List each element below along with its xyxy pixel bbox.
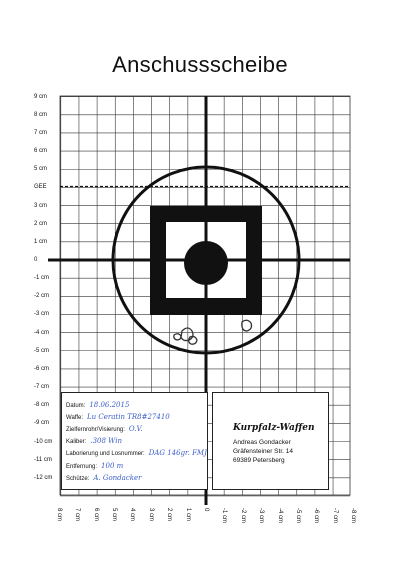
x-axis-label: 8 cm	[55, 508, 62, 522]
y-axis-label: 3 cm	[34, 202, 48, 209]
y-axis-label: -9 cm	[34, 420, 49, 427]
x-axis-label: 2 cm	[166, 508, 173, 522]
x-axis-label: -2 cm	[239, 508, 246, 523]
schuetze-label: Schütze:	[66, 476, 90, 482]
entfernung-label: Entfernung:	[66, 464, 98, 470]
y-axis-label: -12 cm	[34, 474, 53, 481]
x-axis-label: -1 cm	[221, 508, 228, 523]
y-axis-label: 2 cm	[34, 220, 48, 227]
y-axis-label: 5 cm	[34, 166, 48, 173]
info-row-labor	[66, 449, 207, 457]
kaliber-value: .308 Win	[90, 437, 122, 445]
info-row-datum	[66, 401, 129, 409]
shot-hole-1	[181, 328, 193, 341]
x-axis-label: 6 cm	[92, 508, 99, 522]
x-axis-label: 1 cm	[184, 508, 191, 522]
y-axis-label: -5 cm	[34, 347, 49, 354]
x-axis-label: -6 cm	[313, 508, 320, 523]
ziel-label: Zielfernrohr/Visierung:	[66, 427, 125, 433]
x-axis-label: -3 cm	[258, 508, 265, 523]
info-row-schuetze	[66, 474, 141, 482]
x-axis-label: -5 cm	[295, 508, 301, 523]
ziel-value: O.V.	[128, 425, 143, 433]
shot-hole-4	[242, 320, 252, 331]
y-axis-label: -1 cm	[34, 275, 49, 282]
shot-hole-3	[174, 334, 181, 340]
y-axis-label: 9 cm	[34, 93, 48, 100]
page-title: Anschussscheibe	[112, 52, 288, 77]
schuetze-value: A. Gondacker	[93, 474, 142, 482]
x-axis-label: 3 cm	[147, 508, 154, 522]
labor-value: DAG 146gr. FMJ	[148, 449, 207, 457]
stamp-box	[212, 392, 329, 490]
waffe-value: Lu Ceratin TR8#27410	[87, 413, 170, 421]
stamp-line-1: Andreas Gondacker	[233, 439, 291, 446]
x-axis-label: 0	[203, 508, 209, 512]
x-axis-label: -8 cm	[350, 508, 357, 523]
info-row-kaliber	[66, 437, 122, 445]
info-row-waffe	[66, 413, 170, 421]
y-axis-label: -6 cm	[34, 365, 49, 372]
datum-label: Datum:	[66, 403, 86, 409]
y-axis-label: -7 cm	[34, 384, 49, 391]
y-axis-label: 6 cm	[34, 148, 48, 155]
x-axis-label: -7 cm	[331, 508, 338, 523]
y-axis-label: GEE	[34, 184, 47, 191]
x-axis-label: 5 cm	[111, 508, 117, 522]
info-box	[61, 392, 208, 490]
entfernung-value: 100 m	[101, 462, 124, 470]
shot-hole-2	[189, 336, 197, 344]
y-axis-label: -3 cm	[34, 311, 49, 318]
y-axis-label: -4 cm	[34, 329, 49, 336]
info-row-entfernung	[66, 462, 123, 470]
stamp-line-2: Gräfensteiner Str. 14	[233, 448, 293, 455]
stamp-line-3: 69389 Petersberg	[233, 457, 285, 464]
y-axis-label: 0	[34, 257, 38, 263]
x-axis-label: -4 cm	[276, 508, 283, 523]
labor-label: Laborierung und Losnummer:	[66, 451, 145, 457]
waffe-label: Waffe:	[66, 415, 84, 421]
y-axis-label: 8 cm	[34, 111, 48, 118]
y-axis-label: -11 cm	[34, 456, 52, 463]
x-axis-label: 7 cm	[74, 508, 81, 522]
x-axis-label: 4 cm	[129, 508, 136, 522]
y-axis-label: 1 cm	[34, 238, 48, 245]
kaliber-label: Kaliber:	[66, 439, 87, 445]
info-row-ziel	[66, 425, 143, 433]
shot-holes	[174, 320, 252, 344]
y-axis-label: 7 cm	[34, 129, 48, 136]
stamp-company-name: Kurpfalz-Waffen	[233, 423, 315, 433]
datum-value: 18.06.2015	[89, 401, 130, 409]
y-axis-label: -2 cm	[34, 293, 49, 300]
y-axis-label: -8 cm	[34, 402, 49, 409]
y-axis-label: -10 cm	[34, 438, 53, 445]
